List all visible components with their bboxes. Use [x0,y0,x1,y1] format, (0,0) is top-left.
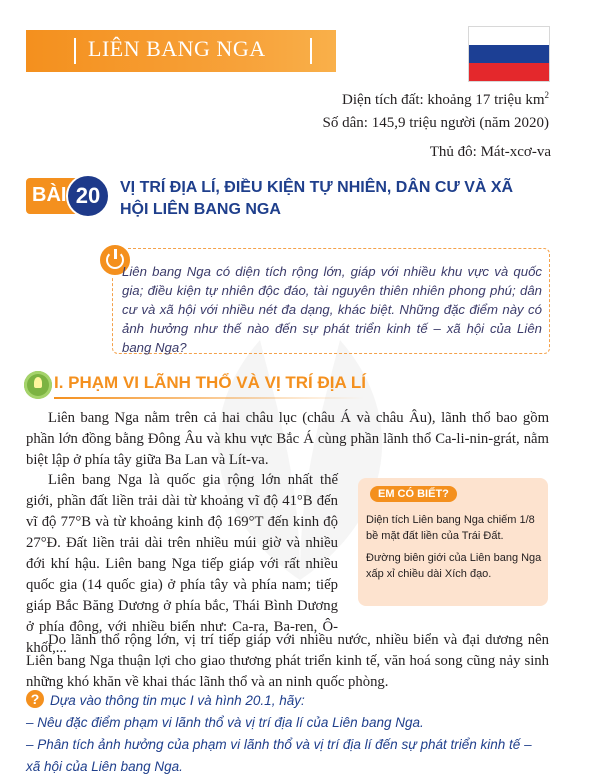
lesson-title: VỊ TRÍ ĐỊA LÍ, ĐIỀU KIỆN TỰ NHIÊN, DÂN CƯ VÀ XÃ HỘI LIÊN BANG NGA [120,179,514,218]
did-you-know-box [358,478,548,606]
power-stem [114,249,117,259]
area-fact [323,84,549,112]
capital-fact: Thủ đô: Mát-xcơ-va [429,144,551,160]
population-fact: Số dân: 145,9 triệu người (năm 2020) [322,115,549,131]
did-you-know-text [366,512,544,588]
question-icon: ? [26,690,44,708]
intro-text: Liên bang Nga có diện tích rộng lớn, giáp với nhiều khu vực và quốc gia; điều kiện tự nhiên độc đáo, tài nguyên thiên nhiên phong phú; dân cư và xã hội với nhiều nét đa dạng, khác biệt. Những đặc điểm này có ảnh hưởng như thế nào đến sự phát triển kinh tế – xã hội của Liên bang Nga? [122,264,542,355]
paragraph-impact: Do lãnh thổ rộng lớn, vị trí tiếp giáp với nhiều nước, nhiều biển và đại dương nên Liên bang Nga thuận lợi cho giao thương phát triển kinh tế, văn hoá song cũng nảy sinh những khó khăn về khai thác lãnh thổ và an ninh quốc phòng. [26,632,549,690]
questions-block [26,690,549,778]
fact-area-share: Diện tích Liên bang Nga chiếm 1/8 bề mặt đất liền của Trái Đất. [366,514,535,542]
area-text: Diện tích đất: khoảng 17 triệu km [342,92,545,108]
lesson-badge [26,178,104,214]
country-banner [26,30,336,72]
flag-stripe-white [469,27,549,45]
lesson-word: BÀI [32,184,67,206]
lesson-number: 20 [66,174,110,218]
banner-divider-left [74,38,76,64]
fact-border-length: Đường biên giới của Liên bang Nga xấp xỉ chiều dài Xích đạo. [366,552,542,580]
paragraph-territory: Liên bang Nga nằm trên cả hai châu lục (châu Á và châu Âu), lãnh thổ bao gồm phần lớn đồng bằng Đông Âu và khu vực Bắc Á cùng phần lãnh thổ Ca-li-nin-grát, nằm biệt lập ở phía tây giữa Ba Lan và Lít-va. [26,410,549,468]
country-title: LIÊN BANG NGA [88,36,266,61]
section-heading-text: I. PHẠM VI LÃNH THỔ VÀ VỊ TRÍ ĐỊA LÍ [54,373,366,392]
area-unit-superscript: 2 [544,90,549,100]
russia-flag-icon [468,26,550,82]
section-underline [54,397,364,399]
question-1: – Nêu đặc điểm phạm vi lãnh thổ và vị trí địa lí của Liên bang Nga. [26,715,424,730]
questions-lead: Dựa vào thông tin mục I và hình 20.1, hãy: [50,693,305,708]
question-2: – Phân tích ảnh hưởng của phạm vi lãnh thổ và vị trí địa lí đến sự phát triển kinh tế – xã hội của Liên bang Nga. [26,737,532,774]
flag-stripe-red [469,63,549,81]
paragraph-position: Liên bang Nga là quốc gia rộng lớn nhất thế giới, phần đất liền trải dài từ khoảng vĩ độ 41°B đến vĩ độ 77°B và từ khoảng kinh độ 169°T đến kinh độ 27°Đ. Đất liền trải dài trên nhiều múi giờ và nhiều đới khí hậu. Liên bang Nga tiếp giáp với rất nhiều quốc gia (14 quốc gia) ở phía tây và phía nam; tiếp giáp Bắc Băng Dương ở phía bắc, Thái Bình Dương ở phía đông, với nhiều biển như: Ca-ra, Ba-ren, Ô-khốt,... [26,472,338,656]
did-you-know-label: EM CÓ BIẾT? [370,486,457,502]
flag-stripe-blue [469,45,549,63]
country-facts [323,84,549,164]
lightbulb-icon [24,371,52,399]
banner-divider-right [310,38,312,64]
